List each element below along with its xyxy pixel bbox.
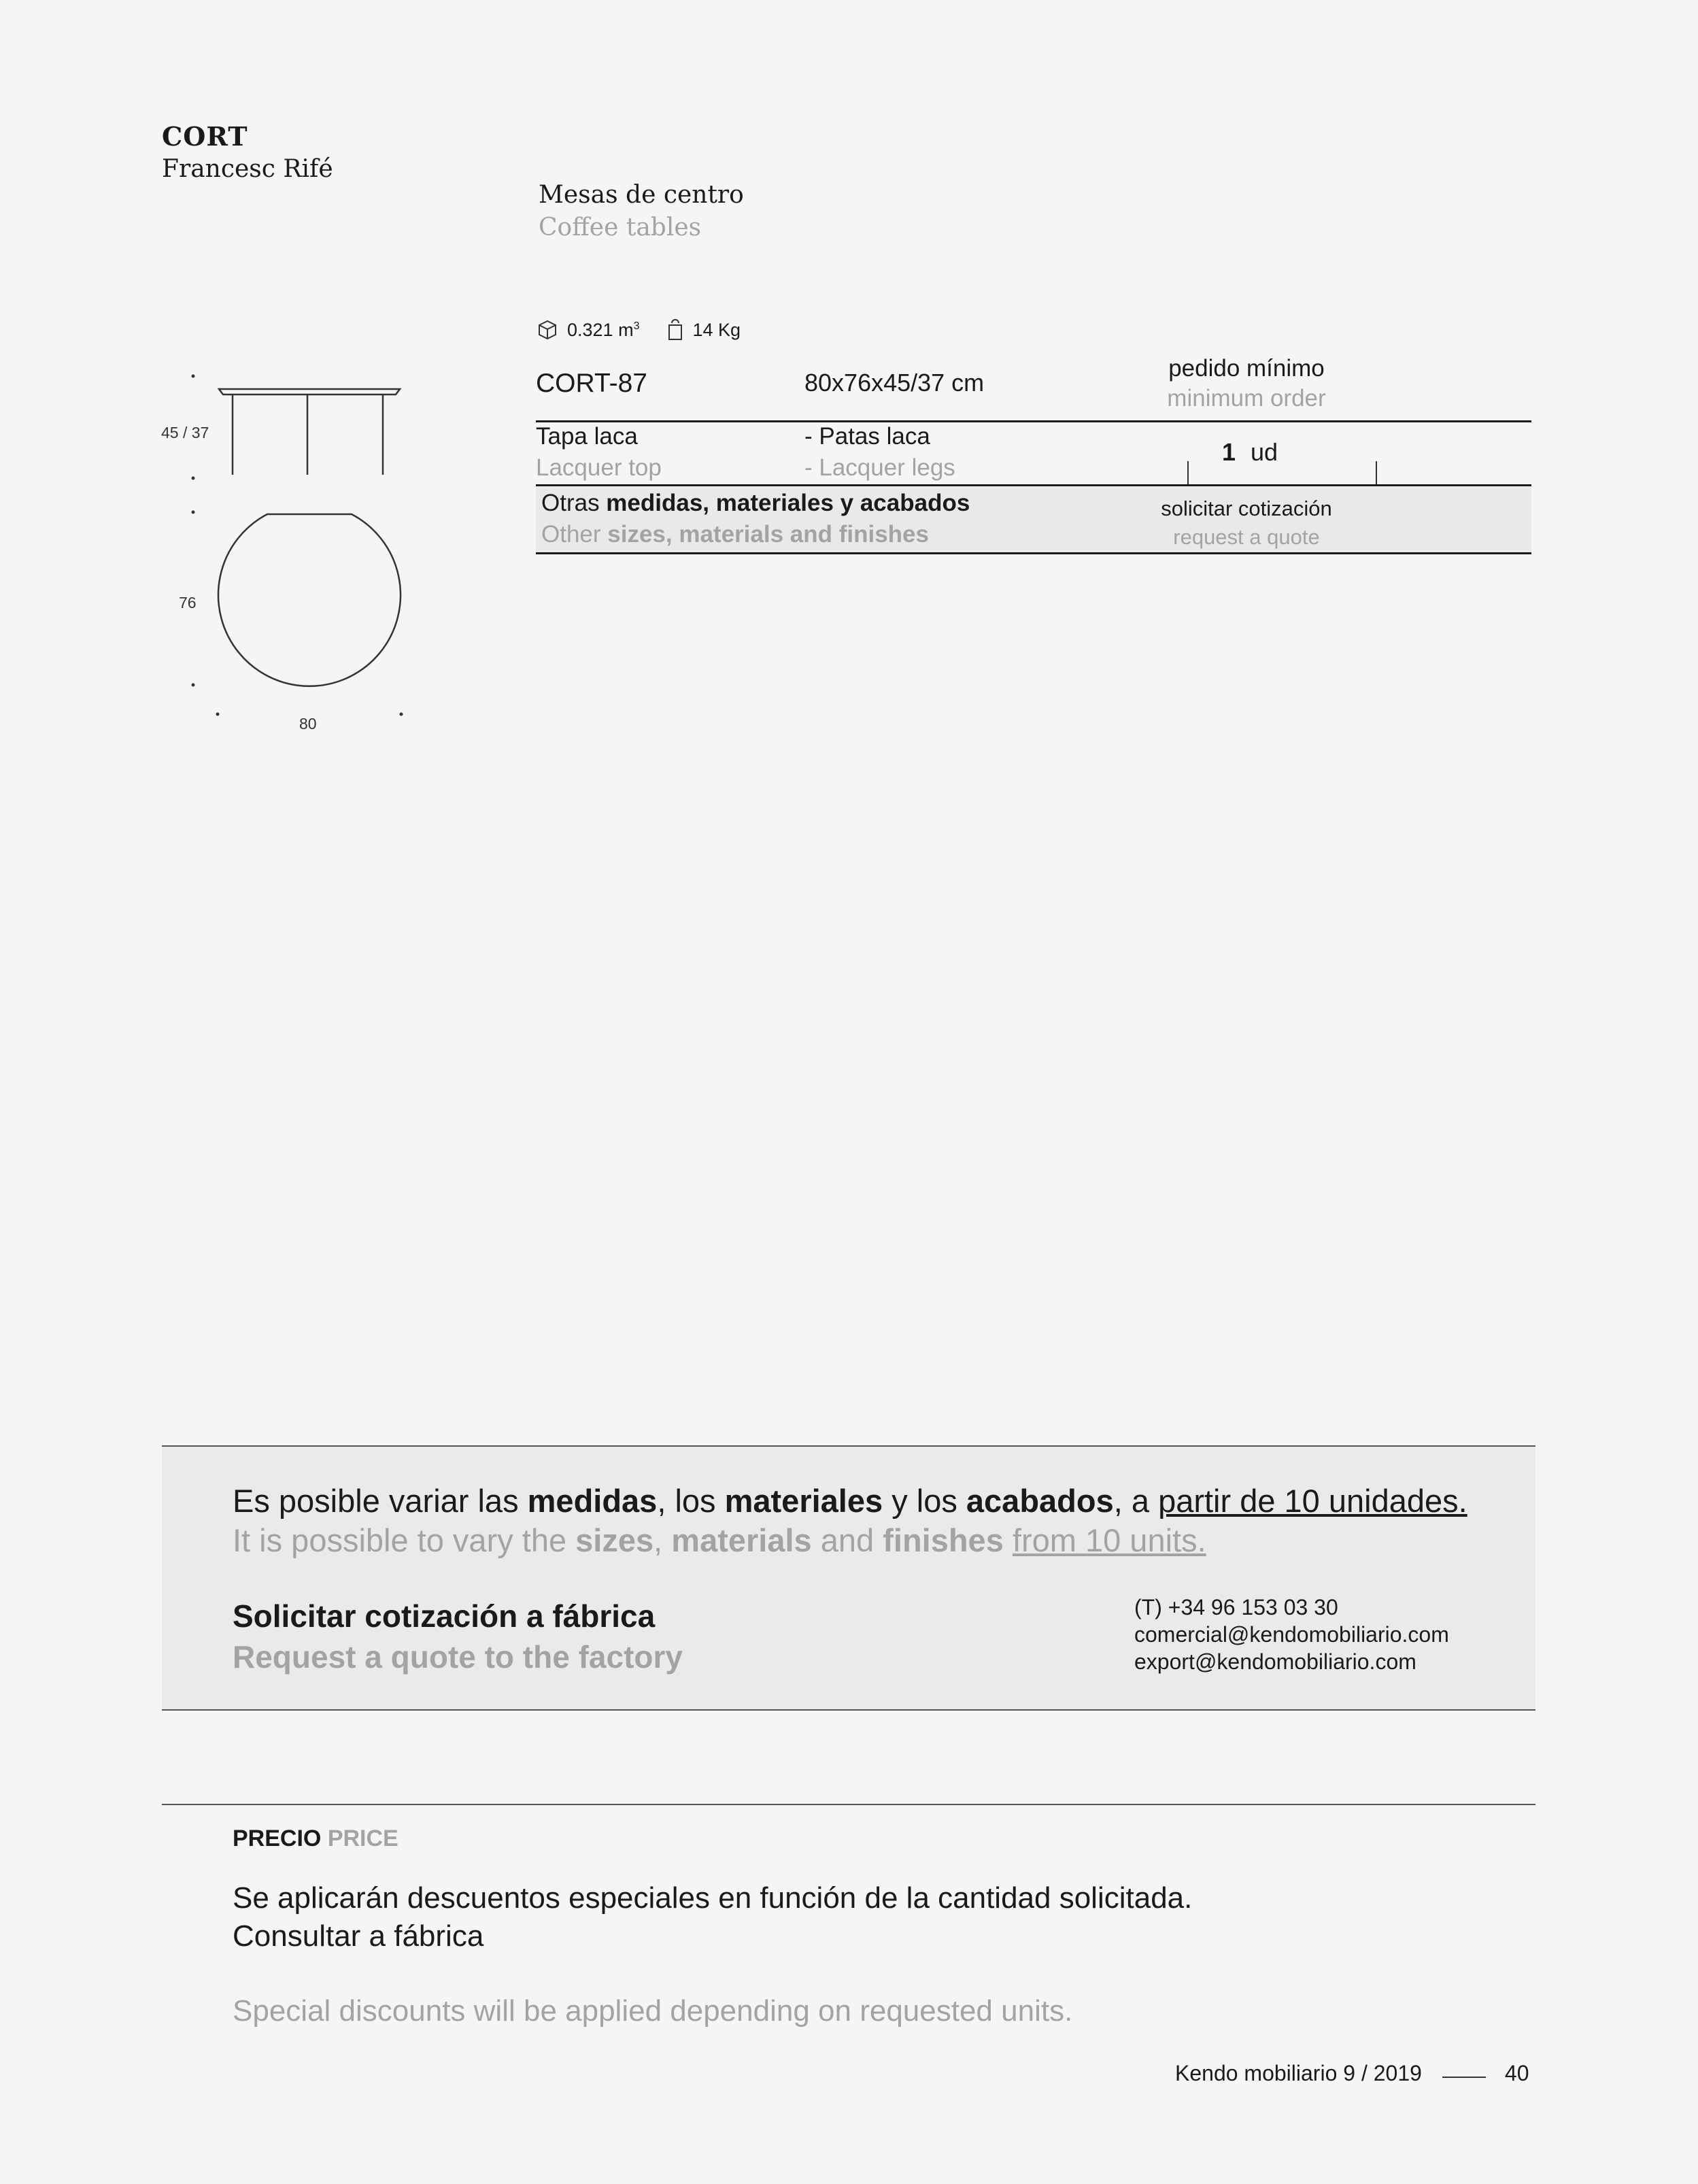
product-row [536,354,1531,422]
factory-quote-heading-en: Request a quote to the factory [233,1639,683,1675]
top-finish-en: Lacquer top [536,454,662,481]
request-quote-link[interactable] [1141,497,1352,550]
packaging-info [536,318,768,341]
factory-quote-heading-es: Solicitar cotización a fábrica [233,1598,656,1634]
min-order-en: minimum order [1167,385,1326,411]
price-heading: PRECIO PRICE [233,1826,398,1851]
request-quote-es: solicitar cotización [1161,497,1332,520]
min-units-link-es[interactable]: partir de 10 unidades. [1158,1483,1467,1519]
page-footer [1175,2061,1529,2086]
customization-note-en: It is possible to vary the sizes, materials and finishes from 10 units. [233,1522,1206,1558]
customization-info-box [162,1445,1535,1711]
contact-block [1134,1594,1449,1675]
product-name: CORT [162,121,248,152]
weight-value: 14 Kg [692,319,741,340]
footer-dash [1442,2077,1486,2078]
legs-finish-en: - Lacquer legs [804,454,955,481]
top-view [218,514,401,686]
category-en: Coffee tables [539,214,702,241]
volume-value: 0.321 $m^3$ [567,319,640,340]
category-es: Mesas de centro [539,181,744,209]
width-dimension: 80 [299,715,317,733]
min-order-units: 1 ud [1221,438,1278,466]
catalog-title: Kendo mobiliario 9 / 2019 [1175,2061,1422,2085]
min-order-label [1141,355,1352,412]
custom-options-row[interactable] [536,487,1531,552]
min-units-link-en[interactable]: from 10 units. [1012,1522,1206,1558]
divider [536,552,1531,554]
technical-drawing [156,364,428,745]
side-view [219,389,400,475]
divider [536,484,1531,486]
top-finish-es: Tapa laca [536,423,638,450]
price-divider [162,1804,1535,1805]
page-number: 40 [1504,2061,1529,2085]
product-code: CORT-87 [536,369,647,398]
price-note-es-2: Consultar a fábrica [233,1919,484,1953]
box-icon [536,318,559,341]
price-note-es-1: Se aplicarán descuentos especiales en función de la cantidad solicitada. [233,1881,1193,1915]
legs-finish-es: - Patas laca [804,423,930,450]
units-bracket-right [1376,461,1377,484]
height-dimension: 45 / 37 [161,424,209,441]
request-quote-en: request a quote [1173,525,1320,549]
email-export[interactable]: export@kendomobiliario.com [1134,1649,1416,1674]
price-note-en: Special discounts will be applied depending on requested units. [233,1994,1073,2028]
email-commercial[interactable]: comercial@kendomobiliario.com [1134,1622,1449,1647]
dimension-dots [192,375,403,716]
divider [536,420,1531,422]
weight-icon [666,318,684,341]
custom-options-en: Other sizes, materials and finishes [541,521,929,548]
table-drawing [156,364,428,745]
customization-note-es: Es posible variar las medidas, los materiales y los acabados, a partir de 10 unidades. [233,1483,1467,1519]
phone-number[interactable]: (T) +34 96 153 03 30 [1134,1595,1338,1619]
min-order-es: pedido mínimo [1168,355,1325,382]
designer-name: Francesc Rifé [162,155,333,183]
finish-row [536,423,1531,486]
custom-options-es: Otras medidas, materiales y acabados [541,490,970,516]
product-dimensions: 80x76x45/37 cm [804,369,985,397]
depth-dimension: 76 [179,594,197,611]
